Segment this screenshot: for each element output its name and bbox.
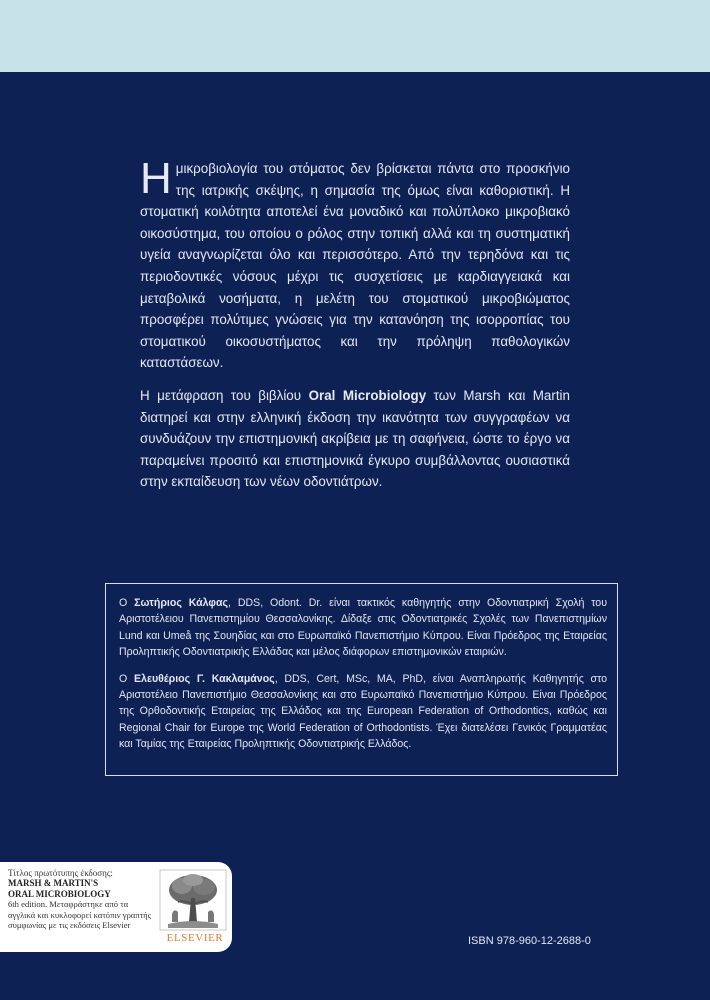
- author-bio-2: [119, 671, 607, 753]
- author-1-pre: Ο: [119, 597, 128, 609]
- edition-note: 6th edition. Μεταφράστηκε από τα αγγλικά και κυκλοφορεί κατόπιν γραπτής συμφωνίας με τις εκδόσεις Elsevier: [8, 899, 152, 931]
- original-title-line-2: ORAL MICROBIOLOGY: [8, 888, 111, 899]
- author-2-text: , DDS, Cert, MSc, MA, PhD, είναι Αναπληρωτής Καθηγητής στο Αριστοτέλειο Πανεπιστήμιο Θεσσαλονίκης και στο Ευρωπαϊκό Πανεπιστήμιο Κύπρου. Είναι Πρόεδρος της Ορθοδοντικής Εταιρείας της Ελλάδος και της European Federation of Orthodontics, καθώς και Regional Chair for Europe της World Federation of Orthodontists. Έχει διατελέσει Γενικός Γραμματέας και Ταμίας της Εταιρείας Προληπτικής Οδοντιατρικής Ελλάδος.: [119, 672, 607, 751]
- author-2-pre: Ο: [119, 672, 128, 685]
- paragraph-2-pre: Η μετάφραση του βιβλίου: [140, 387, 302, 403]
- original-title-label: Τίτλος πρωτότυπης έκδοσης:: [8, 868, 113, 878]
- author-1-name: Σωτήριος Κάλφας: [134, 597, 228, 609]
- publisher-info-box: [0, 862, 232, 952]
- author-1-text: , DDS, Odont. Dr. είναι τακτικός καθηγητής στην Οδοντιατρική Σχολή του Αριστοτέλειου Πανεπιστημίου Θεσσαλονίκης. Δίδαξε στις Οδοντιατρικές Σχολές των Πανεπιστημίων Lund και Umeå της Σουηδίας και στο Ευρωπαϊκό Πανεπιστήμιο Κύπρου. Είναι Πρόεδρος της Εταιρείας Προληπτικής Οδοντιατρικής Ελλάδας και μέλος διάφορων επιστημονικών εταιριών.: [119, 597, 607, 659]
- book-title: Oral Microbiology: [308, 387, 427, 403]
- isbn: ISBN 978-960-12-2688-0: [468, 935, 591, 947]
- paragraph-1-text: μικροβιολογία του στόματος δεν βρίσκεται πάντα στο προσκήνιο της ιατρικής σκέψης, η σημασία της όμως είναι καθοριστική. Η στοματική κοιλότητα αποτελεί ένα μοναδικό και πολύπλοκο μικροβιακό οικοσύστημα, του οποίου ο ρόλος στην τοπική αλλά και τη συστηματική υγεία αναγνωρίζεται όλο και περισσότερο. Από την τερηδόνα και τις περιοδοντικές νόσους μέχρι τις συσχετίσεις με καρδιαγγειακά και μεταβολικά νοσήματα, η μελέτη του στοματικού μικροβιώματος προσφέρει πολύτιμες γνώσεις για την κατανόηση της ισορροπίας του στοματικού οικοσυστήματος και την πρόληψη παθολογικών καταστάσεων.: [140, 161, 570, 371]
- original-title-line-1: MARSH & MARTIN'S: [8, 878, 99, 889]
- paragraph-2-post: των Marsh και Martin διατηρεί και στην ελληνική έκδοση την ικανότητα των συγγραφέων να συνδυάζουν την επιστημονική ακρίβεια με τη σαφήνεια, ώστε το έργο να παραμείνει προσιτό και επιστημονικά έγκυρο συμβάλλοντας ουσιαστικά στην εκπαίδευση των νέων οδοντιάτρων.: [140, 387, 570, 490]
- back-cover-description: [140, 154, 570, 504]
- top-color-band: [0, 0, 710, 72]
- drop-cap: Η: [140, 154, 172, 203]
- description-paragraph-2: [140, 385, 570, 493]
- author-2-name: Ελευθέριος Γ. Κακλαμάνος: [133, 672, 275, 685]
- original-edition-info: [8, 868, 156, 930]
- elsevier-wordmark: ELSEVIER: [166, 932, 224, 944]
- author-bios-box: [105, 583, 618, 776]
- author-bio-1: [119, 595, 607, 661]
- description-paragraph-1: [140, 154, 570, 374]
